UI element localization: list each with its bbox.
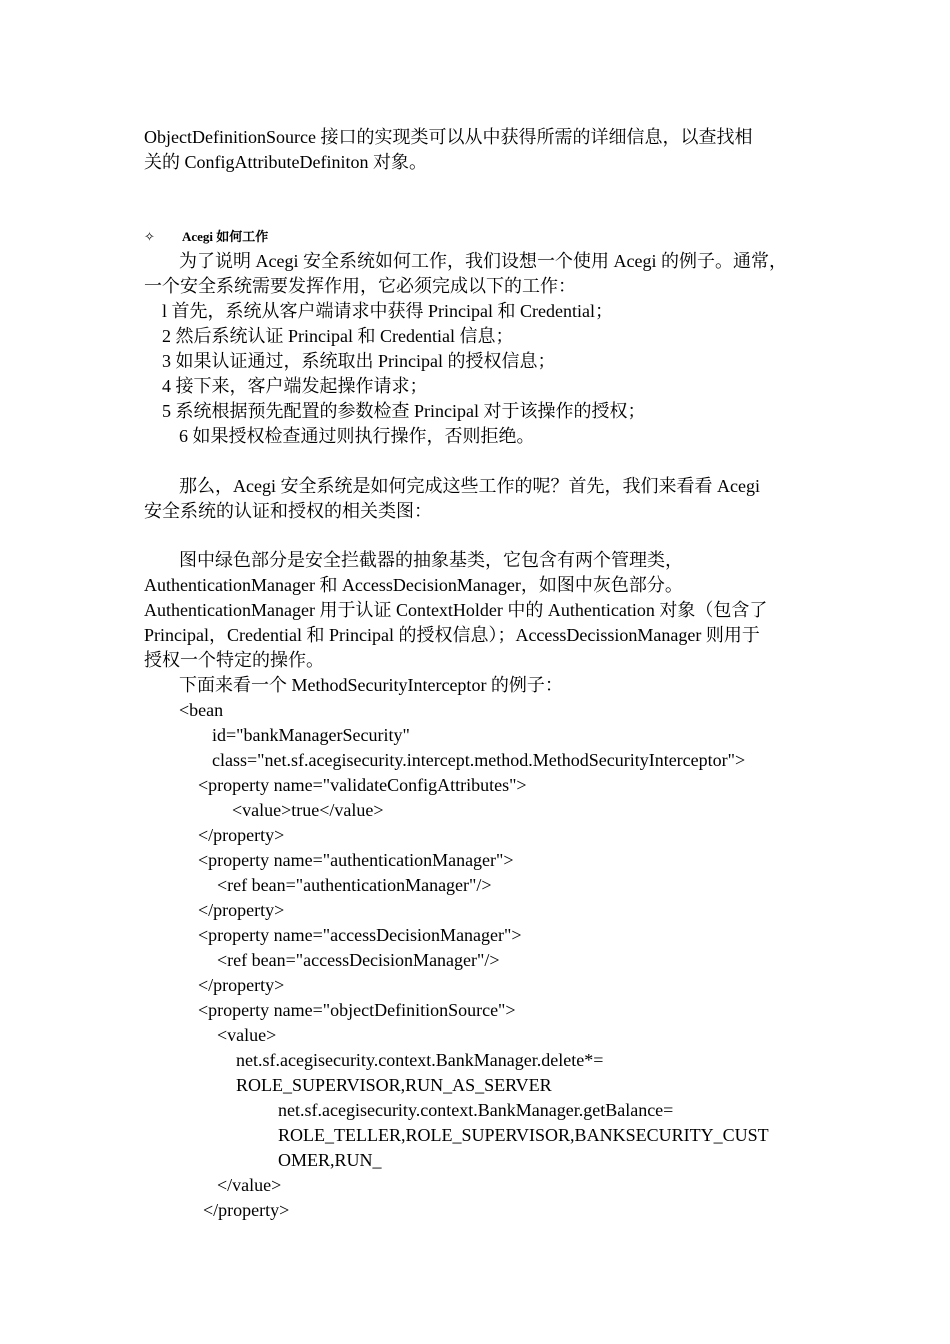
code-line-5: <value>true</value> (232, 800, 384, 820)
step-item-3: 3 如果认证通过，系统取出 Principal 的授权信息； (162, 351, 556, 371)
code-line-10: <property name="accessDecisionManager"> (198, 925, 522, 945)
diamond-bullet-icon: ✧ (144, 229, 155, 244)
para3-line-4: Principal，Credential 和 Principal 的授权信息）；AccessDecissionManager 则用于 (144, 625, 760, 645)
intro-line-2: 关的 ConfigAttributeDefiniton 对象。 (144, 152, 427, 172)
para3-line-6: 下面来看一个 MethodSecurityInterceptor 的例子： (179, 675, 563, 695)
code-line-6: </property> (198, 825, 285, 845)
code-line-4: <property name="validateConfigAttributes"> (198, 775, 527, 795)
step-item-5: 5 系统根据预先配置的参数检查 Principal 对于该操作的授权； (162, 401, 646, 421)
step-item-2: 2 然后系统认证 Principal 和 Credential 信息； (162, 326, 514, 346)
para2-line-1: 那么，Acegi 安全系统是如何完成这些工作的呢？首先，我们来看看 Acegi (179, 476, 760, 496)
code-line-3: class="net.sf.acegisecurity.intercept.method.MethodSecurityInterceptor"> (212, 750, 746, 770)
section-title: Acegi 如何工作 (182, 229, 269, 244)
code-line-14: <value> (217, 1025, 277, 1045)
code-line-15: net.sf.acegisecurity.context.BankManager.delete*= (236, 1050, 604, 1070)
para1-line-1: 为了说明 Acegi 安全系统如何工作，我们设想一个使用 Acegi 的例子。通常， (179, 251, 787, 271)
para3-line-2: AuthenticationManager 和 AccessDecisionManager，如图中灰色部分。 (144, 575, 683, 595)
code-line-17: net.sf.acegisecurity.context.BankManager.getBalance= (278, 1100, 674, 1120)
code-line-21: </property> (203, 1200, 290, 1220)
code-line-12: </property> (198, 975, 285, 995)
code-line-18: ROLE_TELLER,ROLE_SUPERVISOR,BANKSECURITY_CUST (278, 1125, 769, 1145)
code-line-20: </value> (217, 1175, 282, 1195)
step-item-6: 6 如果授权检查通过则执行操作，否则拒绝。 (179, 426, 535, 446)
step-item-4: 4 接下来，客户端发起操作请求； (162, 376, 428, 396)
para3-line-3: AuthenticationManager 用于认证 ContextHolder 中的 Authentication 对象（包含了 (144, 600, 768, 620)
code-line-7: <property name="authenticationManager"> (198, 850, 514, 870)
code-line-9: </property> (198, 900, 285, 920)
para1-line-2: 一个安全系统需要发挥作用，它必须完成以下的工作： (144, 276, 576, 296)
section-heading (144, 228, 268, 246)
para3-line-1: 图中绿色部分是安全拦截器的抽象基类，它包含有两个管理类， (179, 550, 683, 570)
step-item-1: l 首先，系统从客户端请求中获得 Principal 和 Credential； (162, 301, 613, 321)
code-line-11: <ref bean="accessDecisionManager"/> (217, 950, 500, 970)
para2-line-2: 安全系统的认证和授权的相关类图： (144, 501, 432, 521)
code-line-1: <bean (179, 700, 224, 720)
code-line-13: <property name="objectDefinitionSource"> (198, 1000, 516, 1020)
code-line-19: OMER,RUN_ (278, 1150, 382, 1170)
code-line-8: <ref bean="authenticationManager"/> (217, 875, 492, 895)
code-line-2: id="bankManagerSecurity" (212, 725, 410, 745)
intro-line-1: ObjectDefinitionSource 接口的实现类可以从中获得所需的详细信息，以查找相 (144, 127, 753, 147)
code-line-16: ROLE_SUPERVISOR,RUN_AS_SERVER (236, 1075, 552, 1095)
para3-line-5: 授权一个特定的操作。 (144, 650, 324, 670)
